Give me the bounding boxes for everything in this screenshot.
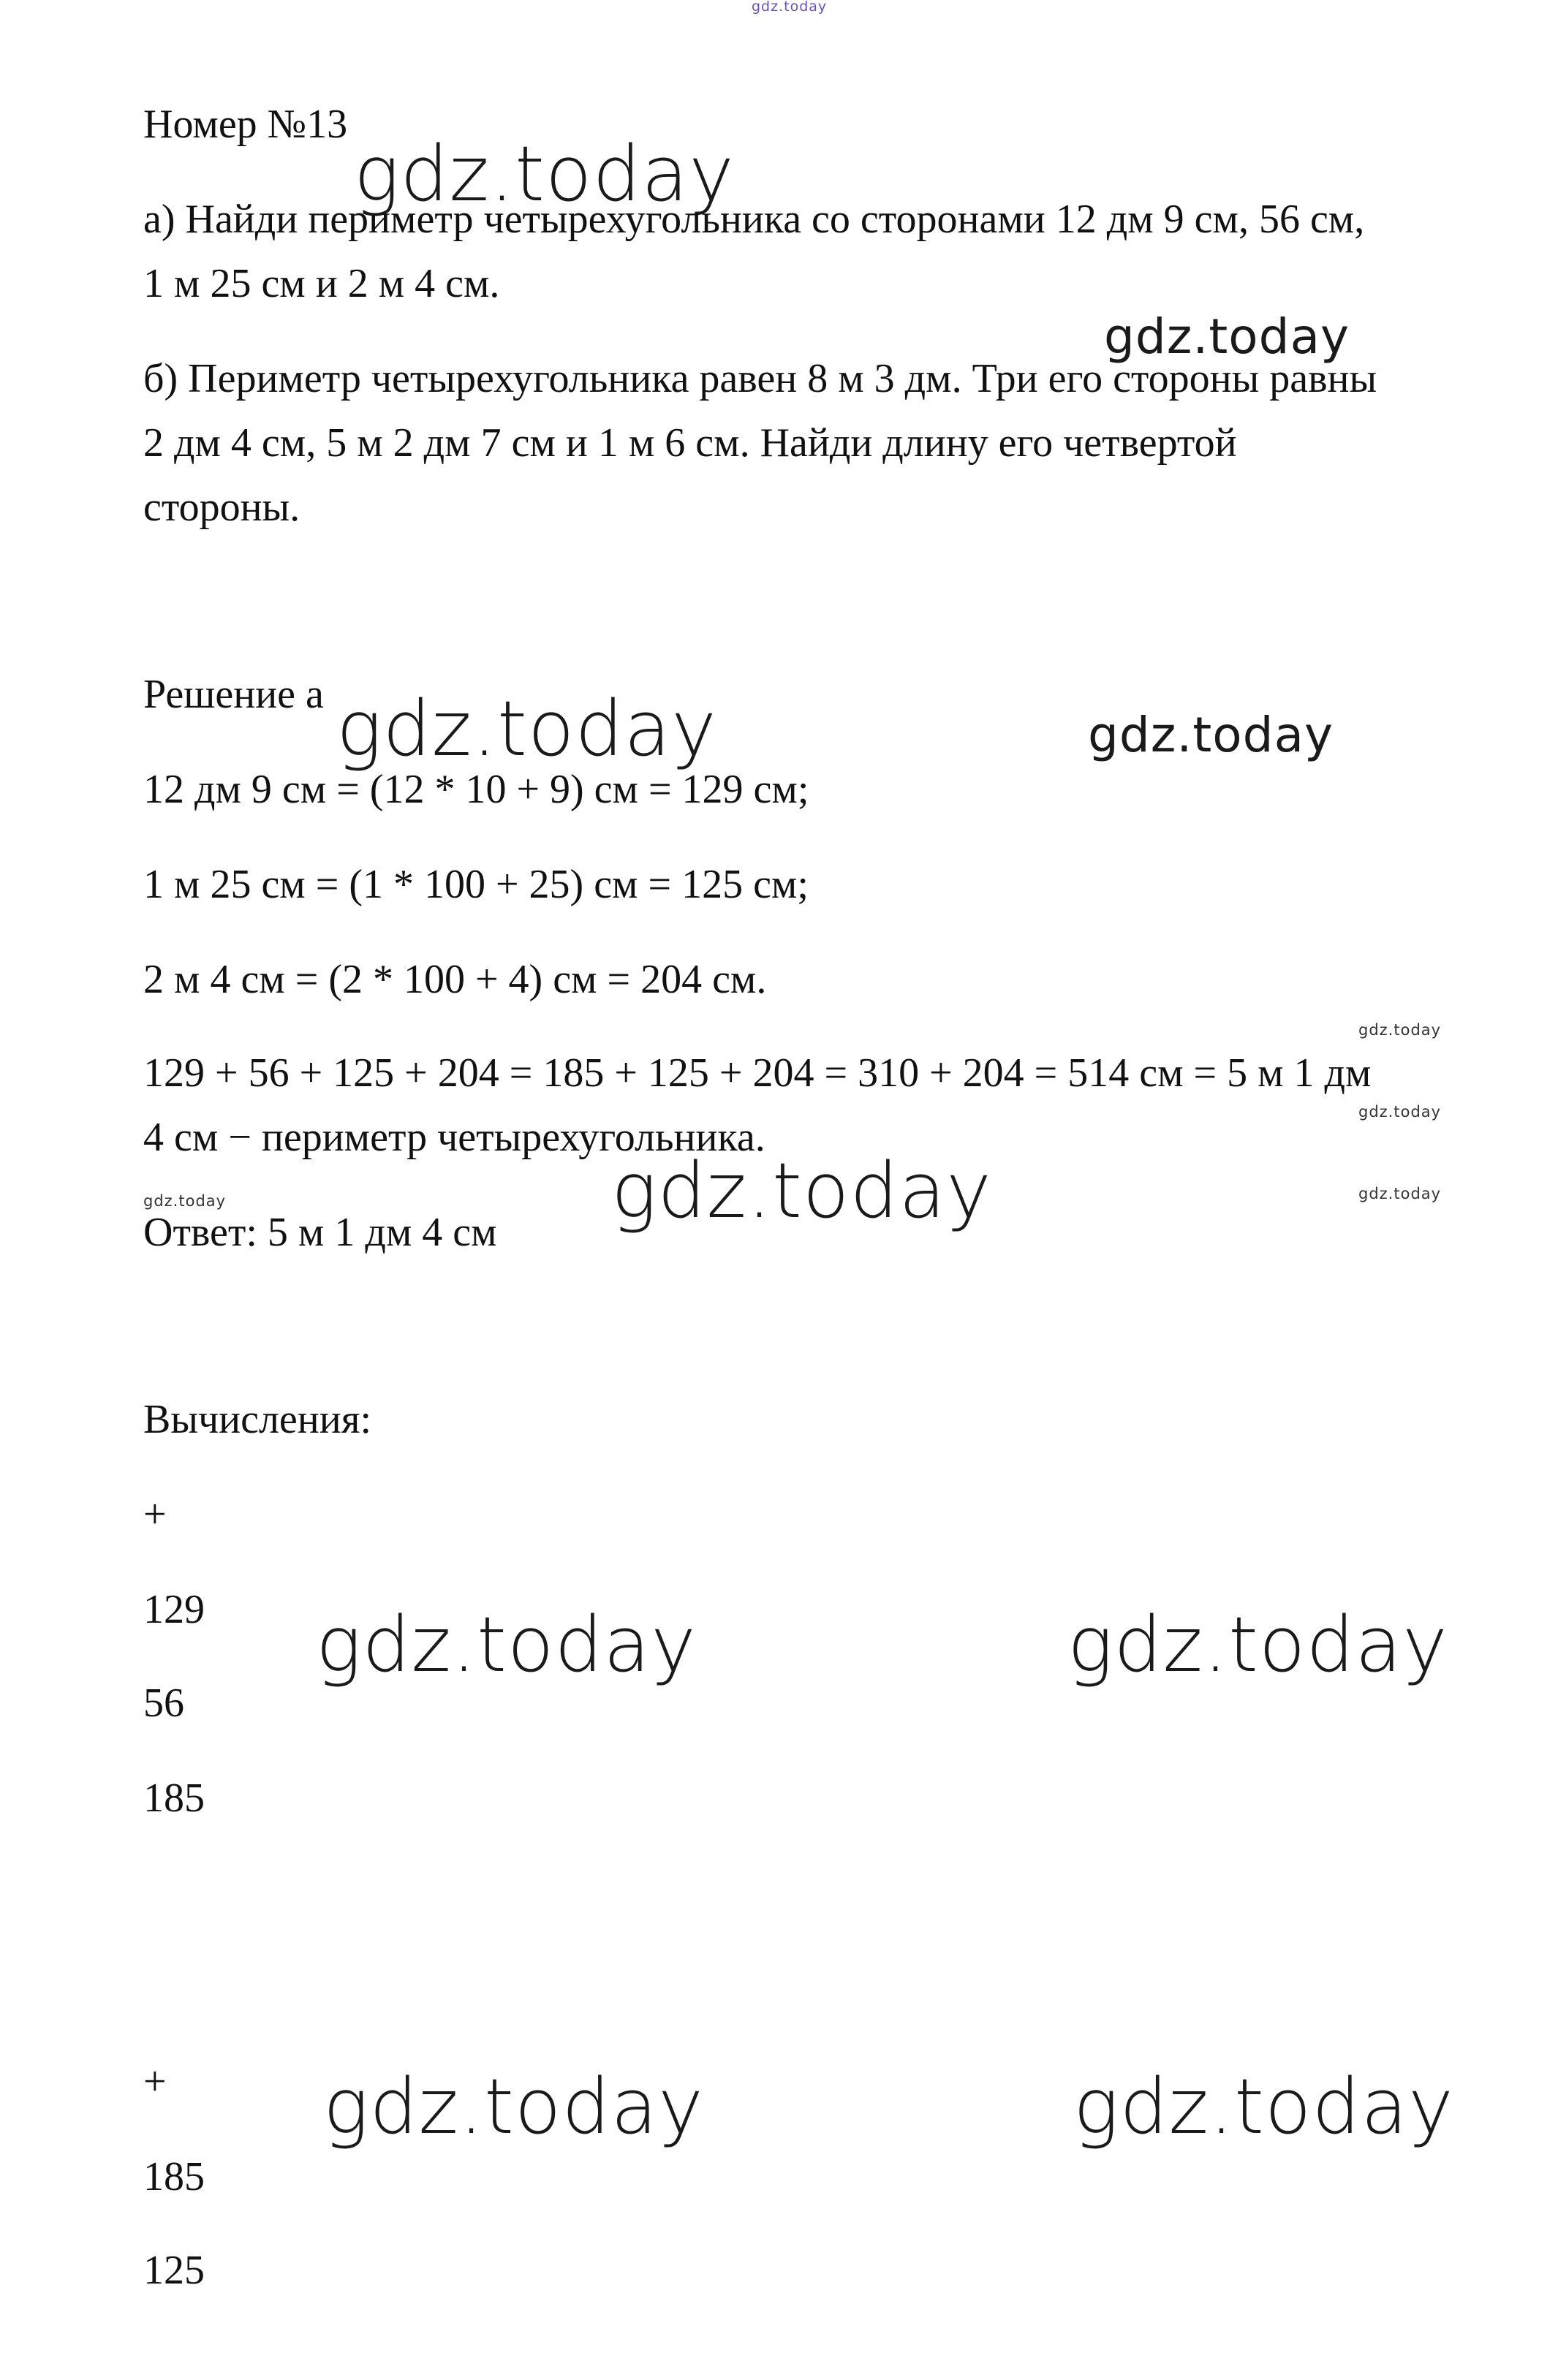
watermark-small-1: gdz.today (1358, 1021, 1442, 1039)
watermark-large-1: gdz.today (354, 129, 735, 219)
task-a-line-1: а) Найди периметр четырехугольника со сторонами 12 дм 9 см, 56 см, (143, 197, 1365, 242)
solution-line-4: 129 + 56 + 125 + 204 = 185 + 125 + 204 = 310 + 204 = 514 см = 5 м 1 дм (143, 1050, 1372, 1096)
calc2-operand-1: 185 (143, 2154, 205, 2199)
problem-title: Номер №13 (143, 102, 348, 147)
watermark-large-2: gdz.today (336, 684, 717, 773)
calc2-operand-2: 125 (143, 2248, 205, 2293)
task-b-line-1: б) Периметр четырехугольника равен 8 м 3 дм. Три его стороны равны (143, 356, 1377, 401)
calc1-operand-1: 129 (143, 1587, 205, 1632)
watermark-top: gdz.today (752, 0, 828, 15)
watermark-medium-1: gdz.today (1104, 308, 1350, 365)
watermark-large-5: gdz.today (1067, 1600, 1448, 1689)
task-b-line-3: стороны. (143, 485, 300, 530)
watermark-small-4: gdz.today (1358, 1185, 1442, 1202)
calc1-plus-sign: + (143, 1492, 167, 1537)
watermark-small-3: gdz.today (143, 1192, 227, 1210)
solution-heading: Решение а (143, 672, 324, 717)
solution-line-2: 1 м 25 см = (1 * 100 + 25) см = 125 см; (143, 862, 809, 907)
watermark-large-6: gdz.today (323, 2062, 704, 2151)
solution-line-5: 4 см − периметр четырехугольника. (143, 1115, 765, 1160)
calc1-result: 185 (143, 1775, 205, 1821)
solution-line-3: 2 м 4 см = (2 * 100 + 4) см = 204 см. (143, 957, 767, 1002)
watermark-large-3: gdz.today (611, 1146, 992, 1235)
watermark-small-2: gdz.today (1358, 1103, 1442, 1121)
watermark-medium-2: gdz.today (1088, 707, 1334, 763)
watermark-large-7: gdz.today (1073, 2062, 1454, 2151)
watermark-large-4: gdz.today (316, 1600, 697, 1689)
calc2-plus-sign: + (143, 2059, 167, 2104)
task-a-line-2: 1 м 25 см и 2 м 4 см. (143, 261, 500, 306)
calc1-operand-2: 56 (143, 1680, 184, 1726)
solution-line-1: 12 дм 9 см = (12 * 10 + 9) см = 129 см; (143, 767, 809, 812)
task-b-line-2: 2 дм 4 см, 5 м 2 дм 7 см и 1 м 6 см. Найди длину его четвертой (143, 420, 1237, 466)
calculations-heading: Вычисления: (143, 1397, 372, 1442)
answer-line: Ответ: 5 м 1 дм 4 см (143, 1210, 497, 1255)
